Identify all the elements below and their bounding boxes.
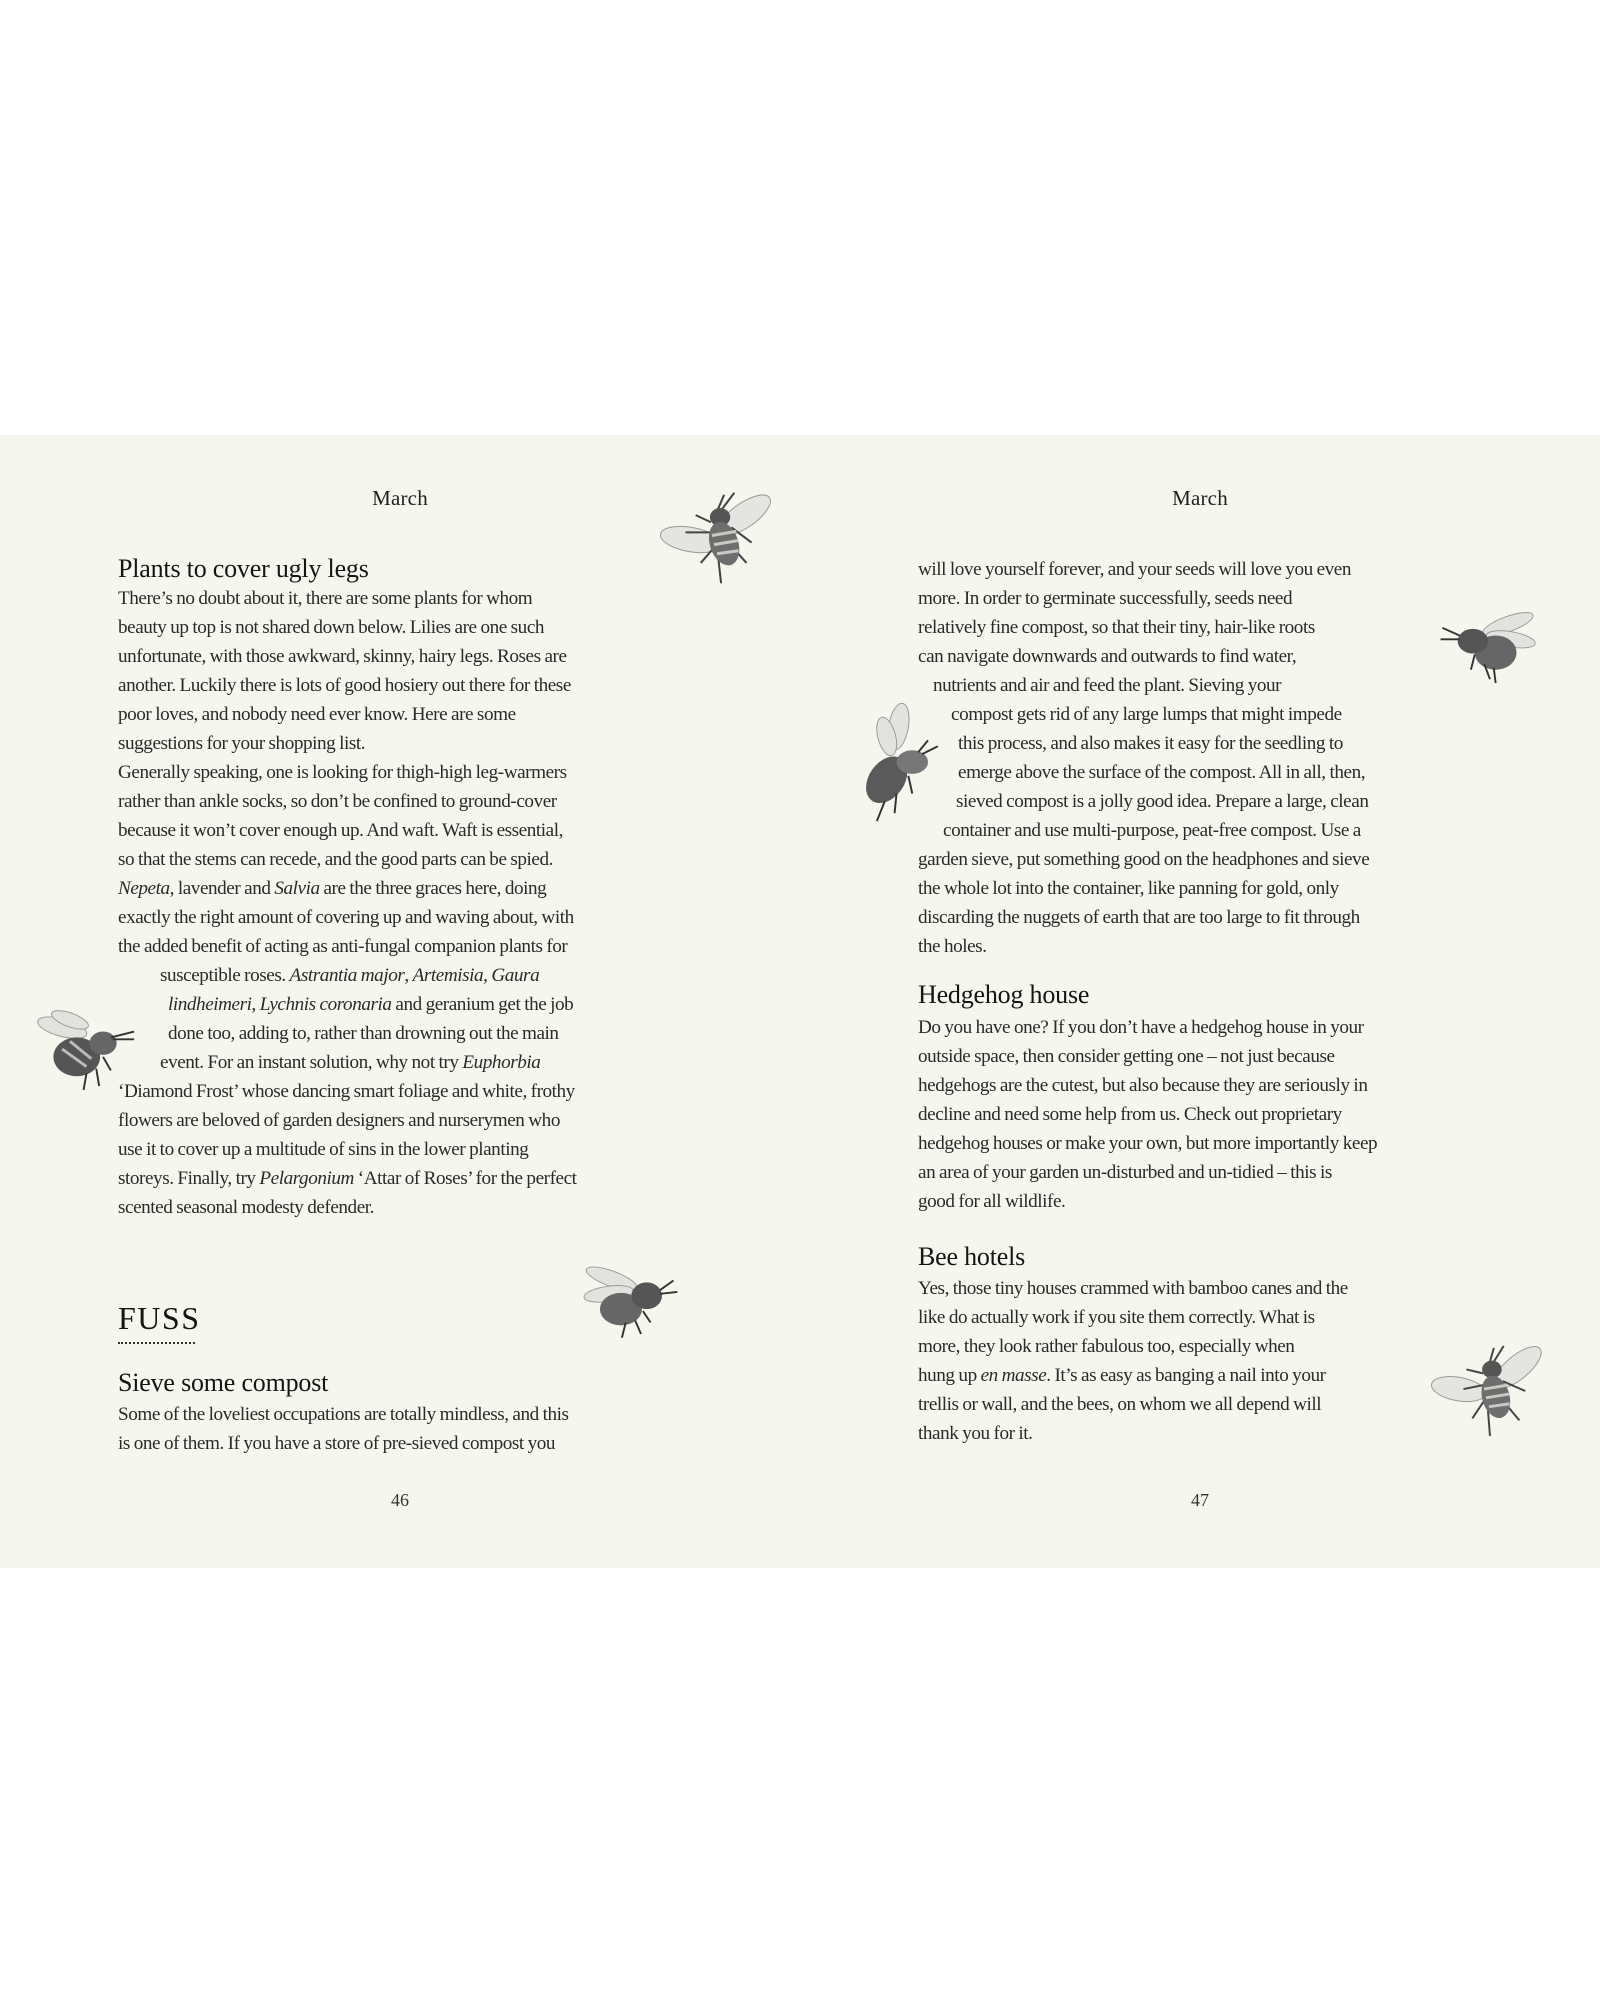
text-span: relatively fine compost, so that their tiny, hair-like roots: [918, 617, 1315, 638]
text-line: [118, 729, 365, 758]
section-heading: Hedgehog house: [918, 980, 1090, 1009]
page-number: 46: [391, 1490, 409, 1510]
text-line: [933, 671, 1281, 700]
text-line: [118, 903, 574, 932]
text-span: garden sieve, put something good on the headphones and sieve: [918, 849, 1370, 870]
bee-flying-icon: [33, 1010, 140, 1092]
text-span: hedgehog houses or make your own, but more importantly keep: [918, 1133, 1378, 1154]
text-line: [118, 584, 532, 613]
text-span: good for all wildlife.: [918, 1191, 1066, 1212]
text-span: the whole lot into the container, like panning for gold, only: [918, 878, 1339, 899]
text-span: rather than ankle socks, so don’t be confined to ground-cover: [118, 791, 557, 812]
text-span: are the three graces here, doing: [319, 878, 547, 899]
section-heading: Sieve some compost: [118, 1368, 329, 1397]
italic-text: Euphorbia: [462, 1052, 541, 1073]
bee-illustration-icon: [857, 703, 940, 825]
text-line: [918, 1042, 1335, 1071]
text-span: Some of the loveliest occupations are totally mindless, and this: [118, 1404, 569, 1425]
text-span: so that the stems can recede, and the good parts can be spied.: [118, 849, 553, 870]
text-line: [118, 671, 571, 700]
bee-top-down-icon: [655, 485, 777, 590]
text-span: ‘Diamond Frost’ whose dancing smart foliage and white, frothy: [118, 1081, 575, 1102]
text-line: [943, 816, 1361, 845]
text-span: container and use multi-purpose, peat-free compost. Use a: [943, 820, 1361, 841]
text-line: [958, 758, 1365, 787]
text-span: will love yourself forever, and your seeds will love you even: [918, 559, 1352, 580]
italic-text: Pelargonium: [259, 1168, 354, 1189]
text-span: ‘Attar of Roses’ for the perfect: [353, 1168, 577, 1189]
text-span: outside space, then consider getting one – not just because: [918, 1046, 1335, 1067]
text-line: [118, 874, 546, 903]
text-line: [118, 700, 516, 729]
text-line: [918, 555, 1351, 584]
text-span: Do you have one? If you don’t have a hedgehog house in your: [918, 1017, 1364, 1038]
text-span: , lavender and: [169, 878, 275, 899]
italic-text: lindheimeri: [168, 994, 252, 1015]
text-span: flowers are beloved of garden designers and nurserymen who: [118, 1110, 560, 1131]
bee-illustration-icon: [655, 485, 777, 590]
text-line: [918, 613, 1315, 642]
text-span: an area of your garden un-disturbed and un-tidied – this is: [918, 1162, 1332, 1183]
text-span: use it to cover up a multitude of sins in the lower planting: [118, 1139, 529, 1160]
text-line: [918, 1158, 1332, 1187]
text-line: [118, 1193, 374, 1222]
text-line: [918, 1332, 1294, 1361]
text-span: Yes, those tiny houses crammed with bamboo canes and the: [918, 1278, 1348, 1299]
italic-text: Lychnis coronaria: [259, 994, 392, 1015]
italic-text: Artemisia: [412, 965, 484, 986]
section-heading: Plants to cover ugly legs: [118, 554, 369, 583]
text-line: [918, 1187, 1065, 1216]
text-line: [918, 1361, 1326, 1390]
page-number: 47: [1191, 1490, 1209, 1510]
text-span: storeys. Finally, try: [118, 1168, 260, 1189]
text-line: [918, 932, 987, 961]
bee-flying-icon: [857, 703, 940, 825]
text-line: [118, 1429, 555, 1458]
text-span: the holes.: [918, 936, 987, 957]
text-line: [918, 1419, 1032, 1448]
text-line: [168, 1019, 559, 1048]
text-span: trellis or wall, and the bees, on whom we all depend will: [918, 1394, 1322, 1415]
text-span: more. In order to germinate successfully, seeds need: [918, 588, 1293, 609]
text-span: susceptible roses.: [160, 965, 290, 986]
text-span: emerge above the surface of the compost. All in all, then,: [958, 762, 1366, 783]
text-span: ,: [404, 965, 413, 986]
text-line: [118, 1135, 528, 1164]
bee-top-down-icon: [1428, 1342, 1548, 1440]
text-span: more, they look rather fabulous too, especially when: [918, 1336, 1295, 1357]
running-head: March: [1172, 486, 1228, 510]
text-line: [918, 1303, 1315, 1332]
text-line: [118, 1164, 577, 1193]
text-line: [118, 1400, 569, 1429]
bee-illustration-icon: [1436, 607, 1542, 683]
text-span: another. Luckily there is lots of good hosiery out there for these: [118, 675, 571, 696]
italic-text: Astrantia major: [289, 965, 405, 986]
text-span: can navigate downwards and outwards to find water,: [918, 646, 1297, 667]
text-line: [118, 816, 563, 845]
text-line: [918, 1013, 1364, 1042]
text-span: is one of them. If you have a store of pre-sieved compost you: [118, 1433, 556, 1454]
text-line: [918, 1100, 1342, 1129]
text-line: [956, 787, 1368, 816]
text-span: beauty up top is not shared down below. Lilies are one such: [118, 617, 545, 638]
dotted-rule: [118, 1342, 195, 1344]
italic-text: Nepeta: [118, 878, 170, 899]
text-line: [118, 758, 567, 787]
text-span: scented seasonal modesty defender.: [118, 1197, 374, 1218]
text-span: sieved compost is a jolly good idea. Prepare a large, clean: [956, 791, 1369, 812]
text-span: hung up: [918, 1365, 981, 1386]
text-line: [118, 613, 544, 642]
text-line: [918, 1390, 1321, 1419]
bee-illustration-icon: [578, 1263, 683, 1340]
bee-flying-icon: [578, 1263, 683, 1340]
text-line: [118, 642, 567, 671]
book-spread: [0, 435, 1600, 1568]
text-line: [958, 729, 1343, 758]
text-span: There’s no doubt about it, there are some plants for whom: [118, 588, 533, 609]
text-span: and geranium get the job: [391, 994, 574, 1015]
text-line: [918, 642, 1296, 671]
text-line: [918, 874, 1339, 903]
text-line: [918, 584, 1292, 613]
text-span: unfortunate, with those awkward, skinny, hairy legs. Roses are: [118, 646, 567, 667]
italic-text: Gaura: [491, 965, 540, 986]
text-line: [118, 845, 553, 874]
text-span: ,: [251, 994, 260, 1015]
text-span: . It’s as easy as banging a nail into your: [1046, 1365, 1326, 1386]
section-heading: Bee hotels: [918, 1242, 1026, 1271]
text-line: [918, 1274, 1348, 1303]
text-line: [918, 1129, 1377, 1158]
text-span: hedgehogs are the cutest, but also because they are seriously in: [918, 1075, 1368, 1096]
text-span: nutrients and air and feed the plant. Sieving your: [933, 675, 1282, 696]
text-line: [951, 700, 1342, 729]
text-line: [160, 961, 539, 990]
text-span: Generally speaking, one is looking for thigh-high leg-warmers: [118, 762, 567, 783]
text-span: poor loves, and nobody need ever know. Here are some: [118, 704, 516, 725]
bee-illustration-icon: [1428, 1342, 1548, 1440]
text-span: suggestions for your shopping list.: [118, 733, 366, 754]
text-line: [118, 932, 567, 961]
text-span: this process, and also makes it easy for the seedling to: [958, 733, 1343, 754]
text-span: thank you for it.: [918, 1423, 1033, 1444]
text-span: exactly the right amount of covering up and waving about, with: [118, 907, 574, 928]
chapter-section-title: FUSS: [118, 1300, 201, 1336]
text-span: the added benefit of acting as anti-fungal companion plants for: [118, 936, 568, 957]
text-line: [160, 1048, 540, 1077]
text-span: done too, adding to, rather than drowning out the main: [168, 1023, 559, 1044]
text-line: [118, 1077, 575, 1106]
text-line: [118, 1106, 560, 1135]
text-span: ,: [483, 965, 492, 986]
text-line: [918, 845, 1369, 874]
italic-text: en masse: [980, 1365, 1047, 1386]
text-span: because it won’t cover enough up. And waft. Waft is essential,: [118, 820, 563, 841]
bee-flying-icon: [1436, 607, 1542, 683]
running-head: March: [372, 486, 428, 510]
italic-text: Salvia: [274, 878, 320, 899]
left-page: [0, 435, 800, 1568]
text-line: [118, 787, 557, 816]
text-span: compost gets rid of any large lumps that might impede: [951, 704, 1342, 725]
text-span: event. For an instant solution, why not try: [160, 1052, 463, 1073]
text-line: [168, 990, 573, 1019]
text-span: discarding the nuggets of earth that are too large to fit through: [918, 907, 1360, 928]
text-span: decline and need some help from us. Check out proprietary: [918, 1104, 1342, 1125]
text-span: like do actually work if you site them correctly. What is: [918, 1307, 1315, 1328]
text-line: [918, 903, 1360, 932]
bee-illustration-icon: [33, 1010, 140, 1092]
text-line: [918, 1071, 1367, 1100]
